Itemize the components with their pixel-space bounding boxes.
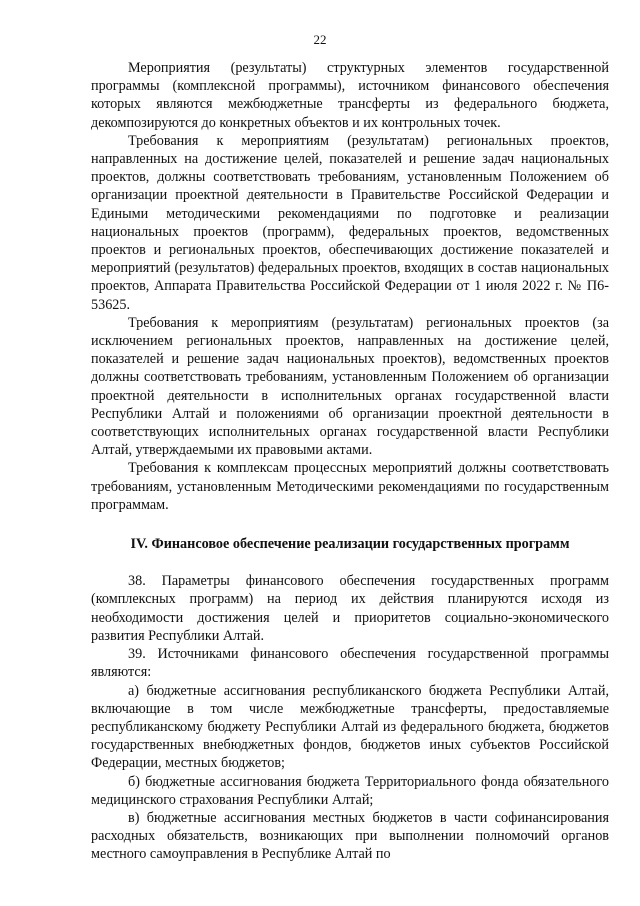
- paragraph: 38. Параметры финансового обеспечения государственных программ (комплексных программ) на период их действия планируются исходя из необходимости достижения целей и приоритетов социально-экономического развития Республики Алтай.: [91, 573, 609, 644]
- paragraph: 39. Источниками финансового обеспечения государственной программы являются:: [91, 646, 609, 681]
- page-content: [91, 59, 609, 864]
- list-item: а) бюджетные ассигнования республиканского бюджета Республики Алтай, включающие в том числе межбюджетные трансферты, предоставляемые республиканскому бюджету Республики Алтай из федерального бюджета, бюджетов государственных внебюджетных фондов, бюджетов иных субъектов Российской Федерации, местных бюджетов;: [91, 682, 609, 772]
- list-item: б) бюджетные ассигнования бюджета Территориального фонда обязательного медицинского страхования Республики Алтай;: [91, 773, 609, 808]
- paragraph: Требования к мероприятиям (результатам) региональных проектов (за исключением региональных проектов, направленных на достижение целей, показателей и решение задач национальных проектов), ведомственных проектов должны соответствовать требованиям, установленным Положением об организации проектной деятельности в исполнительных органах государственной власти Республики Алтай и положениями об организации проектной деятельности в соответствующих исполнительных органах государственной власти Республики Алтай, утверждаемыми их правовыми актами.: [91, 314, 609, 459]
- paragraph: Мероприятия (результаты) структурных элементов государственной программы (комплексной программы), источником финансового обеспечения которых являются межбюджетные трансферты из федерального бюджета, декомпозируются до конкретных объектов и их контрольных точек.: [91, 60, 609, 131]
- page-number: 22: [313, 32, 327, 47]
- paragraph: Требования к мероприятиям (результатам) региональных проектов, направленных на достижение целей, показателей и решение задач национальных проектов, должны соответствовать требованиям, установленным Положением об организации проектной деятельности в Правительстве Российской Федерации и Едиными методическими рекомендациями по подготовке и реализации национальных проектов (программ), федеральных проектов, ведомственных проектов и региональных проектов, обеспечивающих достижение показателей и мероприятий (результатов) федеральных проектов, входящих в состав национальных проектов, Аппарата Правительства Российской Федерации от 1 июля 2022 г. № П6-53625.: [91, 132, 609, 313]
- section-heading: IV. Финансовое обеспечение реализации государственных программ: [130, 536, 570, 553]
- list-item: в) бюджетные ассигнования местных бюджетов в части софинансирования расходных обязательств, возникающих при выполнении полномочий органов местного самоуправления в Республике Алтай по: [91, 809, 609, 863]
- paragraph: Требования к комплексам процессных мероприятий должны соответствовать требованиям, установленным Методическими рекомендациями по государственным программам.: [91, 460, 609, 513]
